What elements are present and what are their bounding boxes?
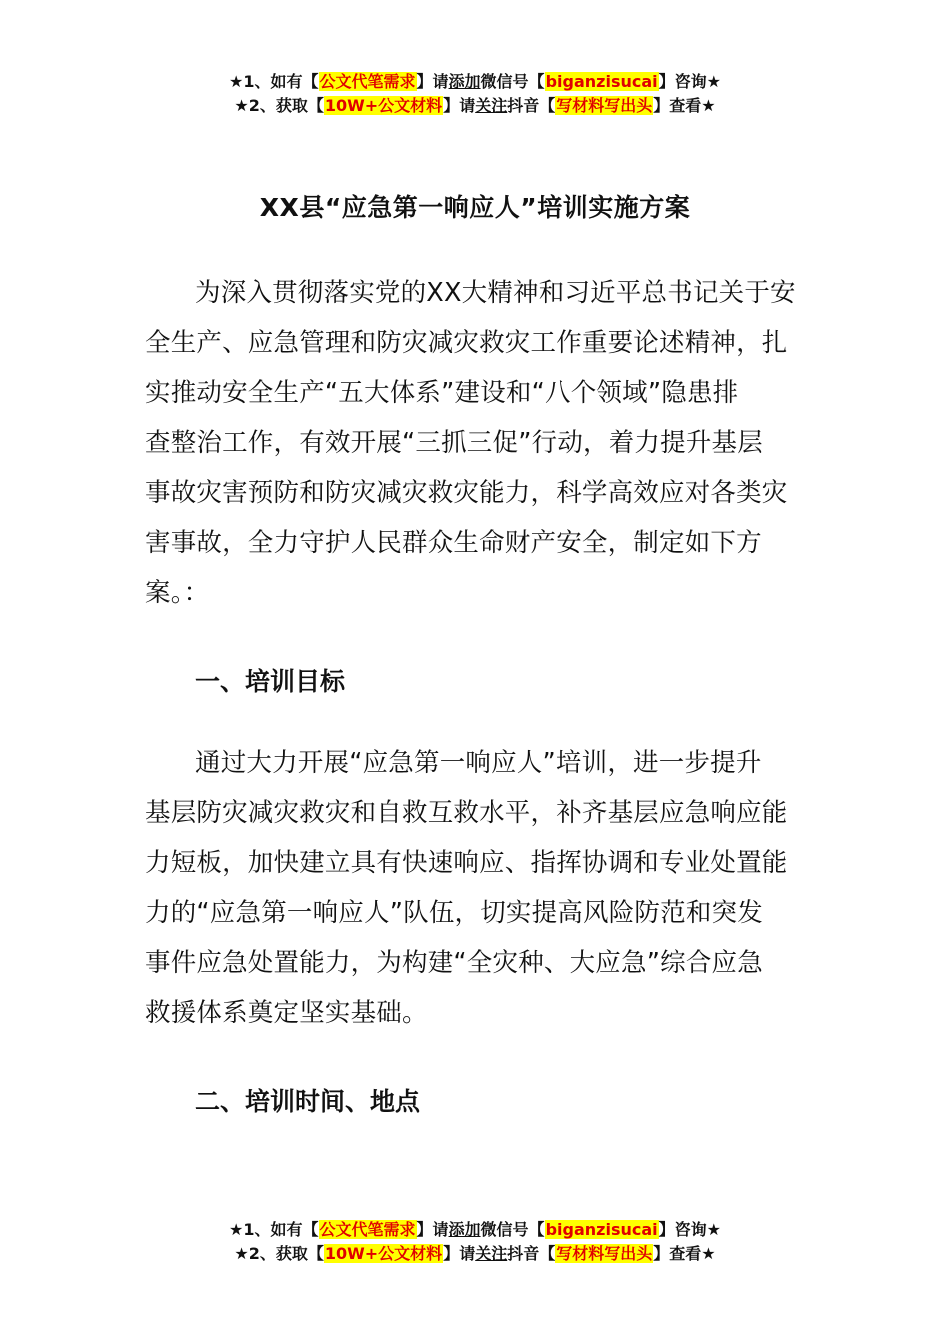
paragraph-line: 力短板，加快建立具有快速响应、指挥协调和专业处置能 — [145, 848, 788, 878]
banner-text: 抖音【 — [507, 1244, 556, 1263]
highlight-service: 公文代笔需求 — [319, 1220, 416, 1239]
banner-text: 抖音【 — [507, 96, 556, 115]
highlight-wechat-id: biganzisucai — [545, 1220, 658, 1239]
section-heading-1: 一、培训目标 — [195, 667, 346, 696]
banner-text: 微信号【 — [480, 1220, 545, 1239]
banner-line-1 — [0, 1218, 950, 1242]
paragraph-line: 事故灾害预防和防灾减灾救灾能力，科学高效应对各类灾 — [145, 478, 788, 508]
paragraph-line: 基层防灾减灾救灾和自救互救水平，补齐基层应急响应能 — [145, 798, 788, 828]
banner-text: ★2、获取【 — [234, 1244, 324, 1263]
paragraph-line: 事件应急处置能力，为构建“全灾种、大应急”综合应急 — [145, 948, 763, 978]
document-title: XX县“应急第一响应人”培训实施方案 — [259, 193, 691, 222]
highlight-douyin-id: 写材料写出头 — [556, 96, 653, 115]
top-banner — [0, 70, 950, 118]
highlight-douyin-id: 写材料写出头 — [556, 1244, 653, 1263]
banner-text: 】请 — [443, 1244, 476, 1263]
banner-underlined-text: 添加 — [448, 72, 481, 91]
highlight-service: 公文代笔需求 — [319, 72, 416, 91]
banner-text: 】请 — [416, 72, 449, 91]
banner-text: 】请 — [443, 96, 476, 115]
paragraph-line: 查整治工作，有效开展“三抓三促”行动，着力提升基层 — [145, 428, 763, 458]
banner-text: 】请 — [416, 1220, 449, 1239]
paragraph-line: 全生产、应急管理和防灾减灾救灾工作重要论述精神，扎 — [145, 328, 788, 358]
banner-line-1 — [0, 70, 950, 94]
highlight-wechat-id: biganzisucai — [545, 72, 658, 91]
banner-text: 】查看★ — [653, 96, 716, 115]
banner-underlined-text: 关注 — [475, 1244, 508, 1263]
banner-text: 】查看★ — [653, 1244, 716, 1263]
intro-paragraph — [145, 268, 810, 618]
paragraph-line: 力的“应急第一响应人”队伍，切实提高风险防范和突发 — [145, 898, 763, 928]
banner-underlined-text: 关注 — [475, 96, 508, 115]
section-heading-2: 二、培训时间、地点 — [195, 1087, 421, 1116]
banner-line-2 — [0, 1242, 950, 1266]
paragraph-line: 害事故，全力守护人民群众生命财产安全，制定如下方 — [145, 528, 762, 558]
paragraph-line: 案。： — [145, 578, 210, 608]
banner-text: ★1、如有【 — [229, 1220, 319, 1239]
banner-underlined-text: 添加 — [448, 1220, 481, 1239]
banner-text: 】咨询★ — [658, 1220, 721, 1239]
banner-text: 】咨询★ — [658, 72, 721, 91]
highlight-materials: 10W+公文材料 — [324, 96, 443, 115]
banner-line-2 — [0, 94, 950, 118]
paragraph-line: 通过大力开展“应急第一响应人”培训，进一步提升 — [195, 748, 762, 778]
paragraph-line: 为深入贯彻落实党的XX大精神和习近平总书记关于安 — [195, 278, 796, 308]
paragraph-line: 救援体系奠定坚实基础。 — [145, 998, 428, 1028]
section1-paragraph — [145, 738, 810, 1038]
banner-text: 微信号【 — [480, 72, 545, 91]
banner-text: ★1、如有【 — [229, 72, 319, 91]
bottom-banner — [0, 1218, 950, 1266]
highlight-materials: 10W+公文材料 — [324, 1244, 443, 1263]
banner-text: ★2、获取【 — [234, 96, 324, 115]
paragraph-line: 实推动安全生产“五大体系”建设和“八个领域”隐患排 — [145, 378, 739, 408]
